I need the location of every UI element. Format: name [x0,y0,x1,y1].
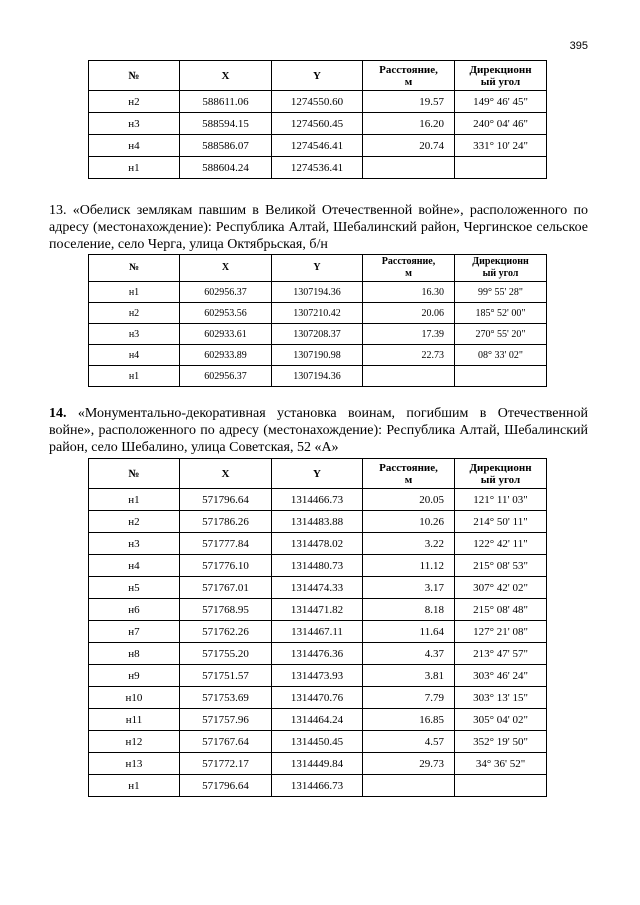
header-distance-line2: м [404,75,413,88]
table-row [89,91,547,113]
cell-y: 1307208.37 [272,324,363,345]
cell-angle: 305° 04' 02" [455,709,547,731]
cell-x: 571772.17 [180,753,272,775]
cell-distance: 8.18 [363,599,455,621]
cell-angle: 99° 55' 28" [455,282,547,303]
header-distance-line1: Расстояние, [381,256,436,267]
cell-x: 571751.57 [180,665,272,687]
table-row [89,621,547,643]
table-header-row [89,459,547,489]
cell-y: 1314466.73 [272,775,363,797]
header-angle-line1: Дирекционн [472,256,529,267]
table-row [89,555,547,577]
cell-angle: 34° 36' 52" [455,753,547,775]
cell-point-number: н5 [89,577,180,599]
cell-x: 571762.26 [180,621,272,643]
cell-point-number: н1 [89,775,180,797]
cell-distance: 16.20 [363,113,455,135]
table-row [89,324,547,345]
cell-point-number: н2 [89,303,180,324]
header-x: X [180,255,272,282]
table-row [89,113,547,135]
cell-x: 602953.56 [180,303,272,324]
cell-distance: 3.22 [363,533,455,555]
cell-angle: 127° 21' 08" [455,621,547,643]
header-angle [455,255,547,282]
cell-x: 571786.26 [180,511,272,533]
table-row [89,282,547,303]
cell-angle: 213° 47' 57" [455,643,547,665]
cell-point-number: н3 [89,113,180,135]
header-number: № [89,459,180,489]
header-x: X [180,61,272,91]
cell-angle: 270° 55' 20" [455,324,547,345]
coordinates-table-13 [88,254,547,387]
cell-x: 571796.64 [180,775,272,797]
cell-x: 588611.06 [180,91,272,113]
cell-x: 602933.61 [180,324,272,345]
cell-point-number: н10 [89,687,180,709]
cell-y: 1307210.42 [272,303,363,324]
header-distance-line2: м [404,473,413,486]
cell-y: 1314466.73 [272,489,363,511]
cell-y: 1314476.36 [272,643,363,665]
cell-distance: 11.12 [363,555,455,577]
table-row [89,709,547,731]
cell-x: 571796.64 [180,489,272,511]
header-angle-line1: Дирекционн [469,461,532,474]
cell-distance: 20.06 [363,303,455,324]
table-row [89,366,547,387]
cell-point-number: н7 [89,621,180,643]
cell-point-number: н12 [89,731,180,753]
cell-distance: 4.37 [363,643,455,665]
table-row [89,753,547,775]
cell-angle: 121° 11' 03" [455,489,547,511]
cell-point-number: н1 [89,489,180,511]
cell-point-number: н2 [89,511,180,533]
cell-y: 1314473.93 [272,665,363,687]
cell-angle: 149° 46' 45" [455,91,547,113]
coordinates-table-12 [88,60,547,179]
cell-distance: 16.30 [363,282,455,303]
cell-x: 571777.84 [180,533,272,555]
table-row [89,599,547,621]
cell-angle: 214° 50' 11" [455,511,547,533]
cell-angle [455,366,547,387]
cell-point-number: н1 [89,282,180,303]
table-row [89,665,547,687]
table-row [89,687,547,709]
cell-y: 1314478.02 [272,533,363,555]
cell-angle [455,775,547,797]
table-row [89,731,547,753]
cell-y: 1314449.84 [272,753,363,775]
header-number: № [89,61,180,91]
cell-distance [363,775,455,797]
section-13-number: 13. [49,203,67,218]
table-row [89,577,547,599]
cell-point-number: н13 [89,753,180,775]
header-y: Y [272,255,363,282]
cell-distance: 16.85 [363,709,455,731]
cell-x: 571776.10 [180,555,272,577]
cell-angle [455,157,547,179]
cell-y: 1314470.76 [272,687,363,709]
cell-x: 571767.01 [180,577,272,599]
cell-y: 1314480.73 [272,555,363,577]
cell-angle: 303° 46' 24" [455,665,547,687]
cell-distance: 11.64 [363,621,455,643]
cell-point-number: н1 [89,157,180,179]
header-angle-line2: ый угол [482,268,519,279]
cell-angle: 307° 42' 02" [455,577,547,599]
cell-point-number: н2 [89,91,180,113]
header-angle-line2: ый угол [480,75,521,88]
cell-point-number: н4 [89,345,180,366]
table-row [89,303,547,324]
cell-x: 588586.07 [180,135,272,157]
cell-y: 1314483.88 [272,511,363,533]
cell-x: 602956.37 [180,366,272,387]
table-header-row [89,255,547,282]
cell-x: 571757.96 [180,709,272,731]
section-14-description [49,405,588,456]
header-angle-line1: Дирекционн [469,63,532,76]
table-row [89,775,547,797]
cell-distance: 10.26 [363,511,455,533]
table-row [89,643,547,665]
cell-distance: 19.57 [363,91,455,113]
cell-distance: 29.73 [363,753,455,775]
cell-distance: 7.79 [363,687,455,709]
header-distance-line2: м [405,268,412,279]
cell-y: 1314464.24 [272,709,363,731]
page-number: 395 [569,40,588,52]
cell-distance: 20.74 [363,135,455,157]
header-y: Y [272,459,363,489]
cell-y: 1314450.45 [272,731,363,753]
section-13-text: «Обелиск землякам павшим в Великой Отечественной войне», расположенного по адресу (местонахождение): Республика Алтай, Шебалинский район, Чергинское сельское поселение, село Черга, улица Октябрьская, б/н [49,203,588,252]
cell-x: 602933.89 [180,345,272,366]
coordinates-table-14 [88,458,547,797]
header-distance-line1: Расстояние, [379,63,438,76]
cell-angle: 122° 42' 11" [455,533,547,555]
header-distance [363,255,455,282]
section-14-text: «Монументально-декоративная установка воинам, погибшим в Отечественной войне», расположенного по адресу (местонахождение): Республика Алтай, Шебалинский район, село Шебалино, улица Советская, 52 «А» [49,406,588,455]
header-distance-line1: Расстояние, [379,461,438,474]
table-row [89,135,547,157]
header-distance [363,61,455,91]
table-header-row [89,61,547,91]
table-row [89,489,547,511]
cell-y: 1307194.36 [272,282,363,303]
cell-distance: 3.17 [363,577,455,599]
cell-y: 1274560.45 [272,113,363,135]
cell-y: 1274536.41 [272,157,363,179]
cell-distance [363,157,455,179]
cell-distance [363,366,455,387]
cell-point-number: н8 [89,643,180,665]
cell-point-number: н1 [89,366,180,387]
table-row [89,533,547,555]
header-x: X [180,459,272,489]
header-angle [455,459,547,489]
cell-y: 1307194.36 [272,366,363,387]
cell-point-number: н4 [89,135,180,157]
cell-point-number: н6 [89,599,180,621]
header-angle [455,61,547,91]
cell-distance: 3.81 [363,665,455,687]
cell-y: 1314467.11 [272,621,363,643]
cell-point-number: н11 [89,709,180,731]
cell-angle: 08° 33' 02" [455,345,547,366]
cell-x: 571767.64 [180,731,272,753]
cell-x: 571753.69 [180,687,272,709]
cell-angle: 185° 52' 00" [455,303,547,324]
cell-x: 588594.15 [180,113,272,135]
table-row [89,511,547,533]
cell-angle: 240° 04' 46" [455,113,547,135]
header-y: Y [272,61,363,91]
cell-x: 571755.20 [180,643,272,665]
header-distance [363,459,455,489]
cell-angle: 331° 10' 24" [455,135,547,157]
cell-distance: 17.39 [363,324,455,345]
section-14-number: 14. [49,406,67,421]
cell-y: 1314471.82 [272,599,363,621]
cell-x: 602956.37 [180,282,272,303]
cell-point-number: н3 [89,533,180,555]
header-angle-line2: ый угол [480,473,521,486]
cell-angle: 352° 19' 50" [455,731,547,753]
cell-angle: 303° 13' 15" [455,687,547,709]
cell-y: 1274546.41 [272,135,363,157]
cell-angle: 215° 08' 48" [455,599,547,621]
cell-x: 588604.24 [180,157,272,179]
cell-x: 571768.95 [180,599,272,621]
cell-point-number: н4 [89,555,180,577]
section-13-description [49,202,588,253]
cell-y: 1307190.98 [272,345,363,366]
cell-point-number: н3 [89,324,180,345]
cell-distance: 22.73 [363,345,455,366]
cell-y: 1314474.33 [272,577,363,599]
cell-distance: 4.57 [363,731,455,753]
header-number: № [89,255,180,282]
table-row [89,157,547,179]
table-row [89,345,547,366]
cell-distance: 20.05 [363,489,455,511]
cell-y: 1274550.60 [272,91,363,113]
cell-point-number: н9 [89,665,180,687]
cell-angle: 215° 08' 53" [455,555,547,577]
